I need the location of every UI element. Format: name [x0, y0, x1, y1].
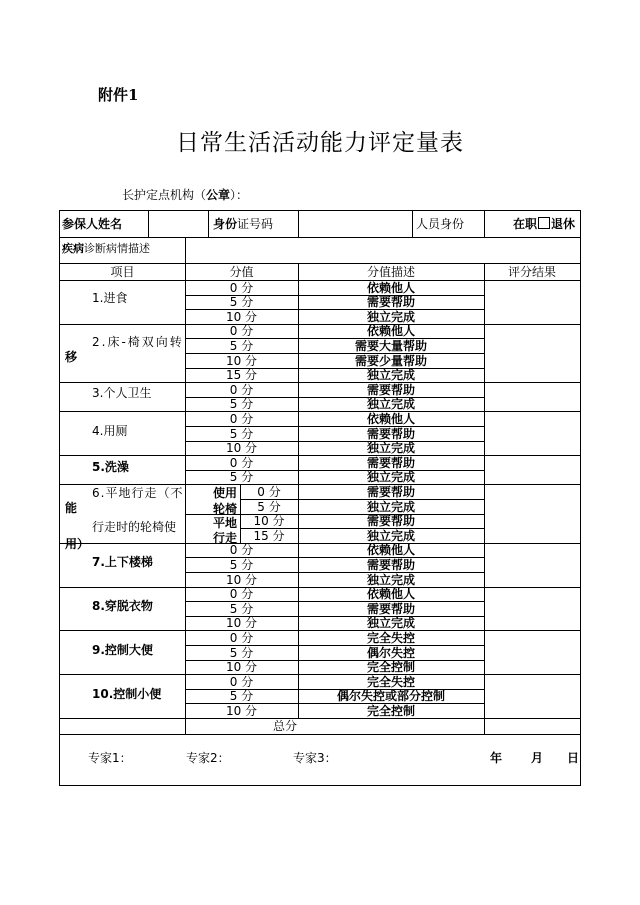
grid-line	[185, 338, 484, 339]
grid-line	[298, 382, 299, 411]
grid-line	[59, 734, 581, 735]
grid-line	[240, 514, 484, 515]
score-description: 独立完成	[366, 309, 415, 324]
grid-line	[185, 703, 484, 704]
score-value: 10 分	[225, 572, 258, 587]
id-label	[213, 217, 273, 231]
header-score: 分值	[229, 265, 254, 279]
header-description: 分值描述	[366, 265, 415, 279]
item-name-cont: 移	[65, 350, 78, 364]
grid-line	[185, 324, 186, 382]
grid-line	[185, 630, 186, 674]
score-description: 独立完成	[366, 528, 415, 543]
grid-line	[185, 426, 484, 427]
item-name: 6.平地行走（不	[92, 486, 184, 500]
total-label: 总分	[272, 719, 297, 733]
grid-line	[185, 411, 186, 455]
grid-line	[298, 484, 299, 542]
grid-line	[148, 211, 149, 237]
item-name: 2.床-椅双向转	[92, 335, 184, 349]
score-value: 15 分	[225, 368, 258, 383]
grid-line	[240, 484, 241, 542]
score-description: 需要帮助	[366, 514, 415, 529]
score-value: 0 分	[229, 543, 254, 558]
id-label-rest: 证号码	[237, 217, 274, 231]
grid-line	[185, 645, 484, 646]
score-description: 完全失控	[366, 674, 415, 689]
score-value: 0 分	[229, 411, 254, 426]
score-description: 依赖他人	[366, 324, 415, 339]
grid-line	[185, 263, 186, 280]
grid-line	[185, 309, 484, 310]
score-description: 需要帮助	[366, 455, 415, 470]
score-description: 完全控制	[366, 703, 415, 718]
grid-line	[185, 470, 484, 471]
grid-line	[298, 455, 299, 484]
diagnosis-label-rest: 诊断病情描述	[84, 242, 150, 255]
score-value: 5 分	[229, 645, 254, 660]
grid-line	[185, 674, 186, 718]
score-value: 0 分	[229, 674, 254, 689]
org-prefix: 长护定点机构（	[122, 188, 207, 202]
grid-line	[298, 263, 299, 280]
grid-line	[208, 211, 209, 237]
expert2-label: 专家2：	[186, 751, 230, 765]
grid-line	[185, 353, 484, 354]
grid-line	[185, 382, 186, 411]
grid-line	[484, 674, 485, 718]
grid-line	[185, 237, 186, 263]
score-value: 5 分	[257, 499, 281, 514]
score-value: 5 分	[229, 689, 254, 704]
score-value: 0 分	[229, 455, 254, 470]
score-description: 依赖他人	[366, 411, 415, 426]
score-description: 独立完成	[366, 572, 415, 587]
item-name: 10.控制小便	[92, 687, 162, 701]
identity-label: 人员身份	[416, 217, 465, 231]
wheelchair-label-cont: 轮椅	[213, 502, 238, 516]
grid-line	[298, 280, 299, 324]
grid-line	[412, 211, 413, 237]
score-value: 5 分	[229, 295, 254, 310]
grid-line	[240, 499, 484, 500]
org-suffix: ）：	[230, 188, 249, 202]
score-value: 10 分	[225, 353, 258, 368]
attachment-label: 附件1	[98, 86, 139, 104]
score-value: 5 分	[229, 470, 254, 485]
grid-line	[484, 455, 485, 484]
item-name: 9.控制大便	[92, 643, 153, 657]
item-name-cont: 能	[65, 501, 78, 515]
score-description: 依赖他人	[366, 587, 415, 602]
score-value: 10 分	[225, 703, 258, 718]
grid-line	[185, 718, 186, 734]
score-description: 独立完成	[366, 470, 415, 485]
grid-line	[185, 455, 186, 484]
name-label: 参保人姓名	[62, 217, 123, 231]
page-title: 日常生活活动能力评定量表	[176, 130, 464, 156]
score-value: 10 分	[225, 441, 258, 456]
header-result: 评分结果	[507, 265, 556, 279]
score-description: 完全失控	[366, 630, 415, 645]
grid-line	[484, 630, 485, 674]
grid-line	[298, 630, 299, 674]
header-item: 项目	[110, 265, 135, 279]
expert1-label: 专家1：	[88, 751, 132, 765]
grid-line	[484, 324, 485, 382]
item-name: 8.穿脱衣物	[92, 599, 153, 613]
item-name: 5.洗澡	[92, 460, 129, 474]
score-value: 5 分	[229, 397, 254, 412]
id-label-bold: 身份	[213, 217, 238, 231]
grid-line	[185, 689, 484, 690]
item-name-cont: 用）	[65, 537, 90, 551]
grid-line	[185, 514, 240, 515]
grid-line	[59, 263, 581, 264]
grid-line	[185, 397, 484, 398]
score-value: 10 分	[225, 309, 258, 324]
score-description: 独立完成	[366, 368, 415, 383]
identity-options	[513, 217, 575, 231]
grid-line	[185, 543, 186, 587]
score-description: 需要帮助	[366, 426, 415, 441]
flat-walk-label: 平地	[213, 516, 238, 530]
score-description: 需要帮助	[366, 484, 415, 499]
wheelchair-label: 使用	[213, 486, 238, 500]
score-description: 需要帮助	[366, 382, 415, 397]
grid-line	[484, 382, 485, 411]
grid-line	[484, 543, 485, 587]
retired-label: 退休	[551, 217, 576, 231]
score-value: 10 分	[253, 514, 285, 529]
score-description: 独立完成	[366, 499, 415, 514]
score-value: 5 分	[229, 557, 254, 572]
grid-line	[484, 211, 485, 237]
score-value: 15 分	[253, 528, 285, 543]
score-value: 0 分	[257, 484, 281, 499]
grid-line	[185, 441, 484, 442]
grid-line	[185, 557, 484, 558]
diagnosis-label	[62, 242, 150, 256]
grid-line	[484, 263, 485, 280]
item-name: 3.个人卫生	[92, 386, 152, 400]
grid-line	[59, 718, 581, 719]
score-description: 独立完成	[366, 616, 415, 631]
grid-line	[185, 368, 484, 369]
score-description: 完全控制	[366, 660, 415, 675]
score-description: 依赖他人	[366, 543, 415, 558]
grid-line	[185, 587, 186, 631]
score-value: 10 分	[225, 616, 258, 631]
score-value: 5 分	[229, 426, 254, 441]
score-value: 0 分	[229, 324, 254, 339]
grid-line	[298, 674, 299, 718]
grid-line	[484, 484, 485, 542]
item-name: 4.用厕	[92, 424, 128, 438]
score-description: 独立完成	[366, 397, 415, 412]
grid-line	[484, 718, 485, 734]
grid-line	[59, 237, 581, 238]
day-label: 日	[567, 751, 580, 765]
grid-line	[185, 295, 484, 296]
score-value: 5 分	[229, 601, 254, 616]
grid-line	[185, 280, 186, 324]
score-value: 0 分	[229, 587, 254, 602]
flat-walk-label-cont: 行走	[213, 531, 238, 545]
grid-line	[185, 660, 484, 661]
grid-line	[298, 411, 299, 455]
item-name-cont: 行走时的轮椅使	[92, 520, 177, 534]
score-description: 需要帮助	[366, 557, 415, 572]
score-description: 独立完成	[366, 441, 415, 456]
checkbox-icon[interactable]	[538, 217, 550, 229]
grid-line	[298, 543, 299, 587]
score-value: 5 分	[229, 338, 254, 353]
org-line	[122, 186, 248, 203]
grid-line	[484, 587, 485, 631]
score-description: 需要少量帮助	[354, 353, 427, 368]
score-value: 0 分	[229, 630, 254, 645]
expert3-label: 专家3：	[293, 751, 337, 765]
diagnosis-label-bold: 疾病	[62, 242, 84, 255]
grid-line	[298, 211, 299, 237]
score-description: 需要大量帮助	[354, 338, 427, 353]
employed-label: 在职	[513, 217, 538, 231]
grid-line	[298, 587, 299, 631]
item-name: 7.上下楼梯	[92, 555, 153, 569]
score-description: 需要帮助	[366, 601, 415, 616]
org-stamp: 公章	[206, 188, 231, 202]
grid-line	[484, 411, 485, 455]
grid-line	[298, 324, 299, 382]
grid-line	[185, 601, 484, 602]
grid-line	[484, 280, 485, 324]
score-description: 依赖他人	[366, 280, 415, 295]
month-label: 月	[531, 751, 544, 765]
grid-line	[240, 528, 484, 529]
score-value: 0 分	[229, 382, 254, 397]
score-value: 0 分	[229, 280, 254, 295]
score-value: 10 分	[225, 660, 258, 675]
score-description: 需要帮助	[366, 295, 415, 310]
score-description: 偶尔失控或部分控制	[336, 689, 445, 704]
year-label: 年	[490, 751, 503, 765]
item-name: 1.进食	[92, 291, 128, 305]
grid-line	[185, 616, 484, 617]
score-description: 偶尔失控	[366, 645, 415, 660]
grid-line	[185, 572, 484, 573]
